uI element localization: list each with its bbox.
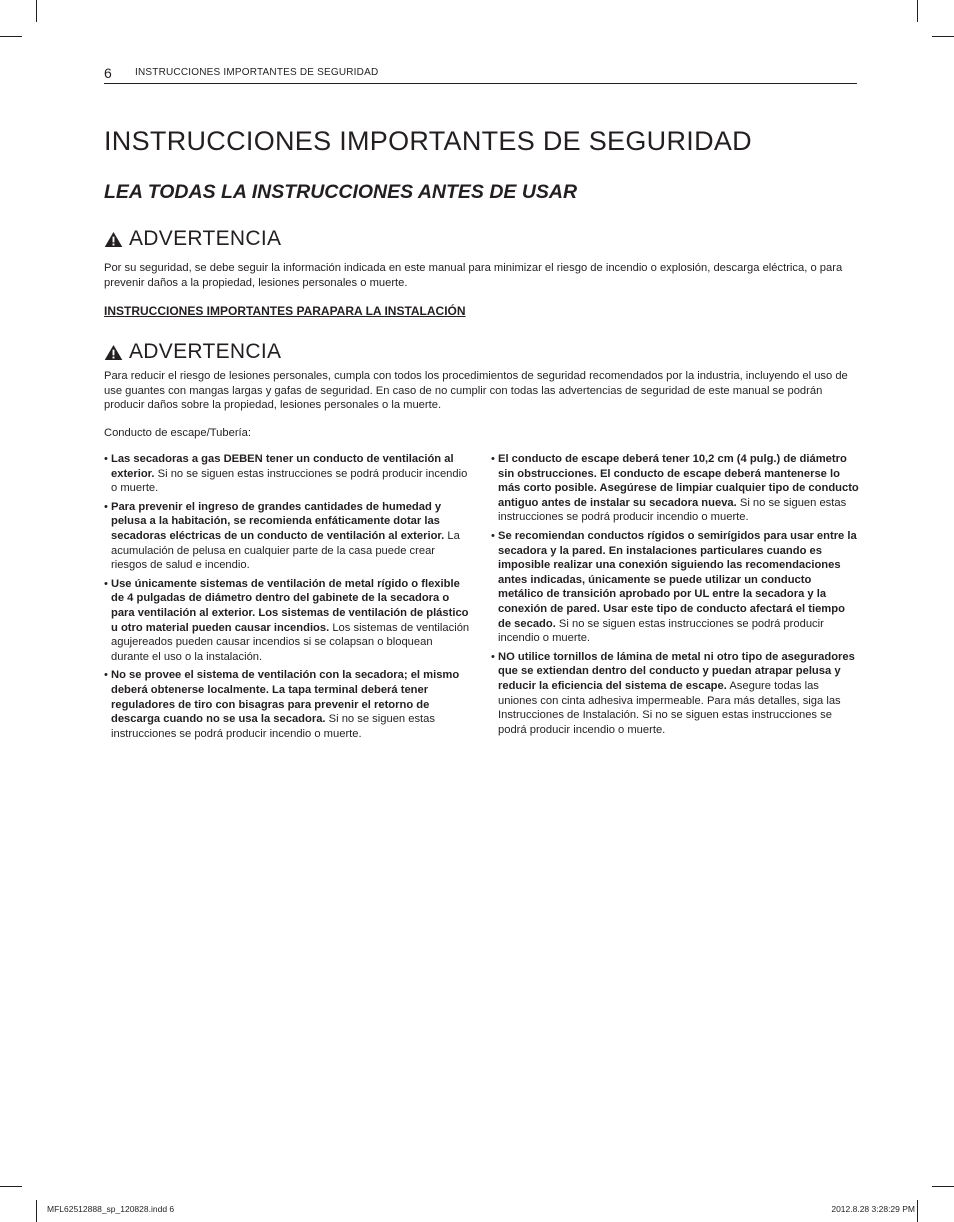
page-subtitle: LEA TODAS LA INSTRUCCIONES ANTES DE USAR xyxy=(104,181,578,203)
item-text: Los sistemas de ventilación agujereados pueden causar incendios si se colapsan o bloquean durante el uso o la instalación. xyxy=(111,621,470,663)
crop-mark xyxy=(932,1186,954,1187)
duct-label: Conducto de escape/Tubería: xyxy=(104,427,251,439)
warning-heading xyxy=(104,226,281,252)
crop-mark xyxy=(917,1200,918,1222)
section-heading: INSTRUCCIONES IMPORTANTES PARAPARA LA INSTALACIÓN xyxy=(104,304,466,318)
list-item xyxy=(491,650,859,738)
item-text: La acumulación de pelusa en cualquier parte de la casa puede crear riesgos de salud e incendio. xyxy=(111,529,460,572)
crop-mark xyxy=(917,0,918,22)
item-bold-text: Para prevenir el ingreso de grandes cantidades de humedad y pelusa a la habitación, se recomienda enfáticamente dotar las secadoras eléctricas de un conducto de ventilación al exterior. xyxy=(111,500,445,542)
list-item xyxy=(104,577,472,665)
list-item xyxy=(491,452,859,525)
warning-heading xyxy=(104,339,281,365)
item-text: Si no se siguen estas instrucciones se podrá producir incendio o muerte. xyxy=(111,467,468,495)
item-bold-text: No se provee el sistema de ventilación con la secadora; el mismo deberá obtenerse localmente. La tapa terminal deberá tener reguladores de tiro con bisagras para prevenir el retorno de descarga cuando no se usa la secadora. xyxy=(111,669,460,726)
item-bold-text: NO utilice tornillos de lámina de metal ni otro tipo de aseguradores que se extiendan dentro del conducto y puedan atrapar pelusa y reducir la eficiencia del sistema de escape. xyxy=(498,650,855,692)
item-text: Si no se siguen estas instrucciones se podrá producir incendio o muerte. xyxy=(111,713,435,740)
left-bullet-list xyxy=(104,452,472,745)
page-title: INSTRUCCIONES IMPORTANTES DE SEGURIDAD xyxy=(104,126,752,156)
right-bullet-list xyxy=(491,452,859,741)
warning-triangle-icon xyxy=(104,344,123,361)
list-item xyxy=(104,452,472,496)
warning-text: Por su seguridad, se debe seguir la información indicada en este manual para minimizar el riesgo de incendio o explosión, descarga eléctrica, o para prevenir daños a la propiedad, lesiones personales o muerte. xyxy=(104,262,843,289)
warning-label: ADVERTENCIA xyxy=(129,227,282,250)
print-timestamp: 2012.8.28 3:28:29 PM xyxy=(831,1204,915,1214)
crop-mark xyxy=(0,1186,22,1187)
crop-mark xyxy=(932,36,954,37)
list-item xyxy=(491,529,859,646)
warning-label: ADVERTENCIA xyxy=(129,340,282,363)
warning-text: Para reducir el riesgo de lesiones personales, cumpla con todos los procedimientos de seguridad recomendados por la industria, incluyendo el uso de use guantes con mangas largas y gafas de seguridad. En caso de no cumplir con todas las advertencias de seguridad de este manual se podrán producir daños sobre la propiedad, lesiones personales o la muerte. xyxy=(104,370,848,411)
page-number: 6 xyxy=(104,65,112,81)
list-item xyxy=(104,668,472,741)
item-text: Si no se siguen estas instrucciones se podrá producir incendio o muerte. xyxy=(498,617,824,645)
file-slug: MFL62512888_sp_120828.indd 6 xyxy=(47,1204,175,1214)
crop-mark xyxy=(0,36,22,37)
item-bold-text: El conducto de escape deberá tener 10,2 cm (4 pulg.) de diámetro sin obstrucciones. El conducto de escape deberá mantenerse lo más corto posible. Asegúrese de limpiar cualquier tipo de conducto antiguo antes de instalar su secadora nueva. xyxy=(498,453,859,509)
warning-triangle-icon xyxy=(104,231,123,248)
item-text: Asegure todas las uniones con cinta adhesiva impermeable. Para más detalles, siga las Instrucciones de Instalación. Si no se siguen estas instrucciones se podrá producir incendio o muerte. xyxy=(498,679,841,736)
item-bold-text: Se recomiendan conductos rígidos o semirígidos para usar entre la secadora y la pared. En instalaciones particulares cuando es imposible realizar una conexión siguiendo las recomendaciones antes indicadas, únicamente se puede utilizar un conducto metálico de transición aprobado por UL entre la secadora y la conexión de pared. Usar este tipo de conducto afectará el tiempo de secado. xyxy=(498,529,857,630)
crop-mark xyxy=(36,0,37,22)
list-item xyxy=(104,500,472,573)
item-bold-text: Las secadoras a gas DEBEN tener un conducto de ventilación al exterior. xyxy=(111,453,454,480)
page-header xyxy=(104,64,857,84)
item-bold-text: Use únicamente sistemas de ventilación de metal rígido o flexible de 4 pulgadas de diámetro dentro del gabinete de la secadora o para ventilación al exterior. Los sistemas de ventilación de plástico u otro material pueden causar incendios. xyxy=(111,577,469,634)
crop-mark xyxy=(36,1200,37,1222)
item-text: Si no se siguen estas instrucciones se podrá producir incendio o muerte. xyxy=(498,496,847,524)
running-head: INSTRUCCIONES IMPORTANTES DE SEGURIDAD xyxy=(135,67,379,78)
